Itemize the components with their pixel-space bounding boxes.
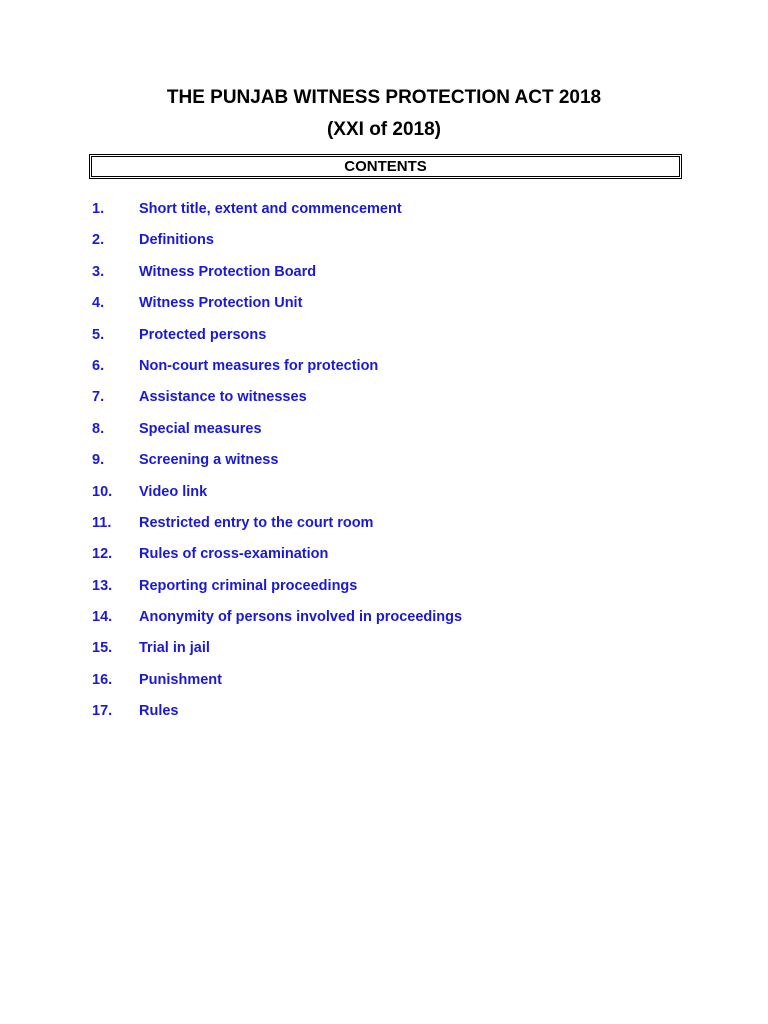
toc-item-link[interactable]: Protected persons — [139, 326, 267, 343]
toc-item-link[interactable]: Rules — [139, 703, 179, 720]
toc-item-5[interactable] — [92, 325, 692, 356]
toc-item-number: 9. — [92, 452, 105, 469]
toc-item-number: 16. — [92, 671, 113, 688]
toc-item-15[interactable] — [92, 638, 692, 669]
toc-item-link[interactable]: Definitions — [139, 232, 214, 249]
toc-item-13[interactable] — [92, 576, 692, 607]
toc-item-number: 3. — [92, 263, 105, 280]
toc-item-link[interactable]: Assistance to witnesses — [139, 389, 307, 406]
toc-item-number: 1. — [92, 201, 105, 217]
toc-item-link[interactable]: Reporting criminal proceedings — [139, 577, 358, 594]
toc-item-number: 10. — [92, 483, 113, 500]
toc-item-link[interactable]: Punishment — [139, 671, 222, 688]
contents-heading: CONTENTS — [344, 158, 427, 175]
document-subtitle: (XXI of 2018) — [326, 119, 442, 140]
toc-item-link[interactable]: Screening a witness — [139, 452, 279, 469]
toc-item-16[interactable] — [92, 670, 692, 701]
table-of-contents — [92, 199, 692, 733]
toc-item-number: 15. — [92, 640, 113, 657]
toc-item-14[interactable] — [92, 607, 692, 638]
document-title: THE PUNJAB WITNESS PROTECTION ACT 2018 — [166, 87, 602, 108]
toc-item-number: 7. — [92, 389, 105, 406]
toc-item-17[interactable] — [92, 701, 692, 732]
toc-item-link[interactable]: Trial in jail — [139, 640, 210, 657]
contents-heading-box — [89, 154, 682, 179]
toc-item-8[interactable] — [92, 419, 692, 450]
toc-item-number: 8. — [92, 420, 105, 437]
toc-item-number: 11. — [92, 514, 112, 531]
toc-item-10[interactable] — [92, 482, 692, 513]
toc-item-number: 2. — [92, 232, 105, 249]
toc-item-link[interactable]: Witness Protection Unit — [139, 295, 303, 312]
toc-item-link[interactable]: Witness Protection Board — [139, 263, 317, 280]
toc-item-number: 5. — [92, 326, 105, 343]
toc-item-7[interactable] — [92, 387, 692, 418]
toc-item-number: 17. — [92, 703, 113, 720]
toc-item-4[interactable] — [92, 293, 692, 324]
toc-item-12[interactable] — [92, 544, 692, 575]
toc-item-1[interactable] — [92, 199, 692, 230]
toc-item-number: 12. — [92, 546, 113, 563]
toc-item-link[interactable]: Special measures — [139, 420, 262, 437]
toc-item-number: 6. — [92, 357, 105, 374]
toc-item-11[interactable] — [92, 513, 692, 544]
toc-item-2[interactable] — [92, 230, 692, 261]
toc-item-9[interactable] — [92, 450, 692, 481]
toc-item-link[interactable]: Rules of cross-examination — [139, 546, 329, 563]
toc-item-link[interactable]: Restricted entry to the court room — [139, 514, 374, 531]
toc-item-number: 13. — [92, 577, 113, 594]
toc-item-link[interactable]: Video link — [139, 483, 208, 500]
toc-item-6[interactable] — [92, 356, 692, 387]
toc-item-3[interactable] — [92, 262, 692, 293]
toc-item-number: 14. — [92, 609, 113, 626]
toc-item-link[interactable]: Non-court measures for protection — [139, 357, 379, 374]
toc-item-number: 4. — [92, 295, 105, 312]
toc-item-link[interactable]: Anonymity of persons involved in proceedings — [139, 609, 463, 626]
toc-item-link[interactable]: Short title, extent and commencement — [139, 201, 402, 217]
